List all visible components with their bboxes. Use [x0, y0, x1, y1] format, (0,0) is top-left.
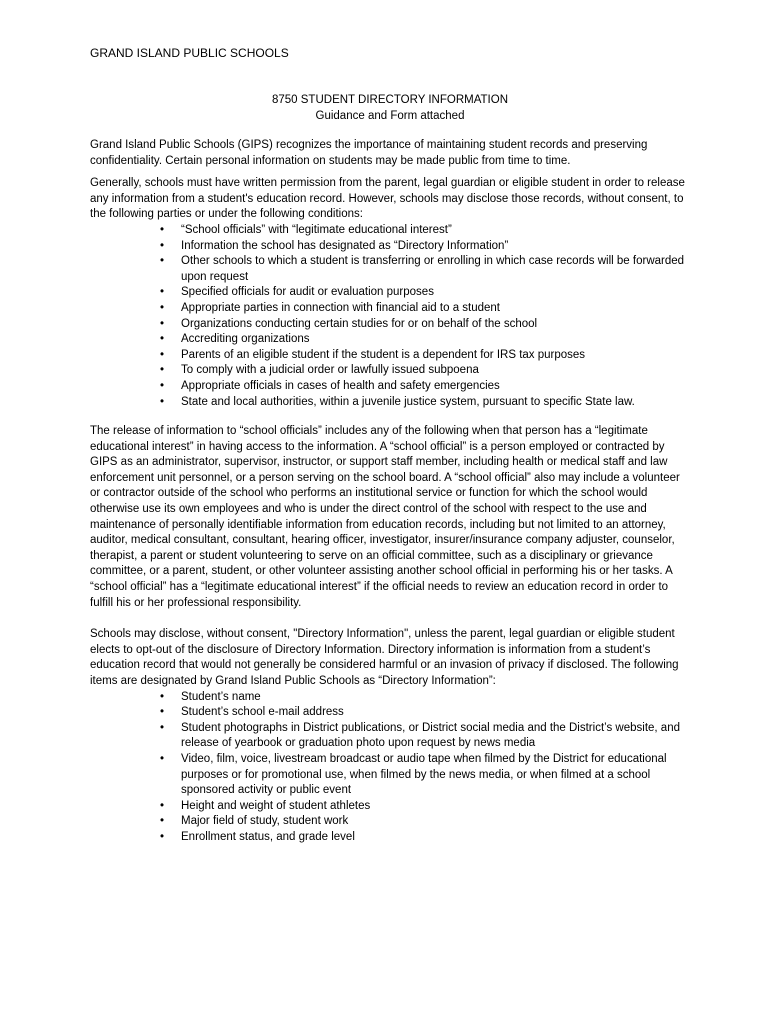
bullet-icon: •	[159, 255, 165, 268]
bullet-icon: •	[159, 752, 165, 765]
bullet-icon: •	[159, 223, 165, 236]
bullet-icon: •	[159, 706, 165, 719]
list-item	[90, 332, 690, 348]
list-item	[90, 721, 690, 752]
directory-items-list	[90, 690, 690, 846]
disclosure-parties-list	[90, 223, 690, 410]
list-item-text: Video, film, voice, livestream broadcast or audio tape when filmed by the District for educational purposes or for promotional use, when filmed by the news media, or when filmed at a school sponsored activity or public event	[181, 752, 667, 797]
list-item-text: Appropriate officials in cases of health and safety emergencies	[181, 379, 500, 392]
bullet-icon: •	[159, 799, 165, 812]
list-item	[90, 348, 690, 364]
bullet-icon: •	[159, 333, 165, 346]
bullet-icon: •	[159, 379, 165, 392]
list-item	[90, 363, 690, 379]
list-item	[90, 830, 690, 846]
general-paragraph: Generally, schools must have written permission from the parent, legal guardian or eligible student in order to release any information from a student's education record. However, schools may disclose those records, without consent, to the following parties or under the following conditions:	[90, 177, 685, 221]
bullet-icon: •	[159, 830, 165, 843]
list-item	[90, 690, 690, 706]
list-item-text: Student’s name	[181, 690, 261, 703]
bullet-icon: •	[159, 317, 165, 330]
bullet-icon: •	[159, 395, 165, 408]
list-item	[90, 752, 690, 799]
bullet-icon: •	[159, 364, 165, 377]
list-item-text: To comply with a judicial order or lawfully issued subpoena	[181, 364, 479, 377]
list-item	[90, 254, 690, 285]
school-officials-paragraph: The release of information to “school officials” includes any of the following when that person has a “legitimate educational interest” in having access to the information. A “school official” is a person employed or contracted by GIPS as an administrator, supervisor, instructor, or support staff member, including health or medical staff and law enforcement unit personnel, or a person serving on the school board. A “school official” also may include a volunteer or contractor outside of the school who performs an institutional service or function for which the school would otherwise use its own employees and who is under the direct control of the school with respect to the use and maintenance of personally identifiable information from education records, including but not limited to an attorney, auditor, medical consultant, consultant, hearing officer, investigator, insurer/insurance company adjuster, counselor, therapist, a parent or student volunteering to serve on an official committee, such as a disciplinary or grievance committee, or a parent, student, or other volunteer assisting another school official in performing his or her tasks. A “school official” has a “legitimate educational interest” if the official needs to review an education record in order to fulfill his or her professional responsibility.	[90, 425, 680, 609]
list-item	[90, 799, 690, 815]
list-item-text: Accrediting organizations	[181, 333, 310, 346]
title-block	[90, 92, 690, 124]
bullet-icon: •	[159, 815, 165, 828]
bullet-icon: •	[159, 301, 165, 314]
list-item	[90, 301, 690, 317]
list-item	[90, 705, 690, 721]
directory-information-paragraph: Schools may disclose, without consent, "Directory Information", unless the parent, legal guardian or eligible student elects to opt-out of the disclosure of Directory Information. Directory information is information from a student’s education record that would not generally be considered harmful or an invasion of privacy if disclosed. The following items are designated by Grand Island Public Schools as “Directory Information”:	[90, 628, 679, 687]
list-item	[90, 317, 690, 333]
list-item-text: Height and weight of student athletes	[181, 799, 371, 812]
list-item-text: Organizations conducting certain studies for or on behalf of the school	[181, 317, 538, 330]
document-subtitle: Guidance and Form attached	[315, 110, 465, 122]
list-item-text: State and local authorities, within a juvenile justice system, pursuant to specific State law.	[181, 395, 635, 408]
list-item-text: Student’s school e-mail address	[181, 706, 344, 719]
list-item-text: Other schools to which a student is transferring or enrolling in which case records will be forwarded upon request	[181, 255, 685, 283]
district-header: GRAND ISLAND PUBLIC SCHOOLS	[90, 46, 289, 60]
list-item-text: Enrollment status, and grade level	[181, 830, 355, 843]
list-item-text: Appropriate parties in connection with financial aid to a student	[181, 301, 501, 314]
bullet-icon: •	[159, 286, 165, 299]
list-item	[90, 285, 690, 301]
list-item	[90, 379, 690, 395]
bullet-icon: •	[159, 348, 165, 361]
list-item	[90, 814, 690, 830]
bullet-icon: •	[159, 690, 165, 703]
list-item-text: “School officials” with “legitimate educational interest”	[181, 223, 452, 236]
list-item	[90, 395, 690, 411]
document-page	[90, 45, 690, 846]
list-item-text: Information the school has designated as “Directory Information”	[181, 239, 509, 252]
list-item-text: Parents of an eligible student if the student is a dependent for IRS tax purposes	[181, 348, 586, 361]
intro-paragraph: Grand Island Public Schools (GIPS) recognizes the importance of maintaining student records and preserving confidentiality. Certain personal information on students may be made public from time to time.	[90, 139, 648, 167]
list-item-text: Specified officials for audit or evaluation purposes	[181, 286, 434, 299]
document-title: 8750 STUDENT DIRECTORY INFORMATION	[271, 94, 508, 106]
bullet-icon: •	[159, 721, 165, 734]
list-item	[90, 223, 690, 239]
list-item-text: Major field of study, student work	[181, 815, 349, 828]
bullet-icon: •	[159, 239, 165, 252]
list-item	[90, 239, 690, 255]
list-item-text: Student photographs in District publications, or District social media and the District’s website, and release of yearbook or graduation photo upon request by news media	[181, 721, 680, 750]
